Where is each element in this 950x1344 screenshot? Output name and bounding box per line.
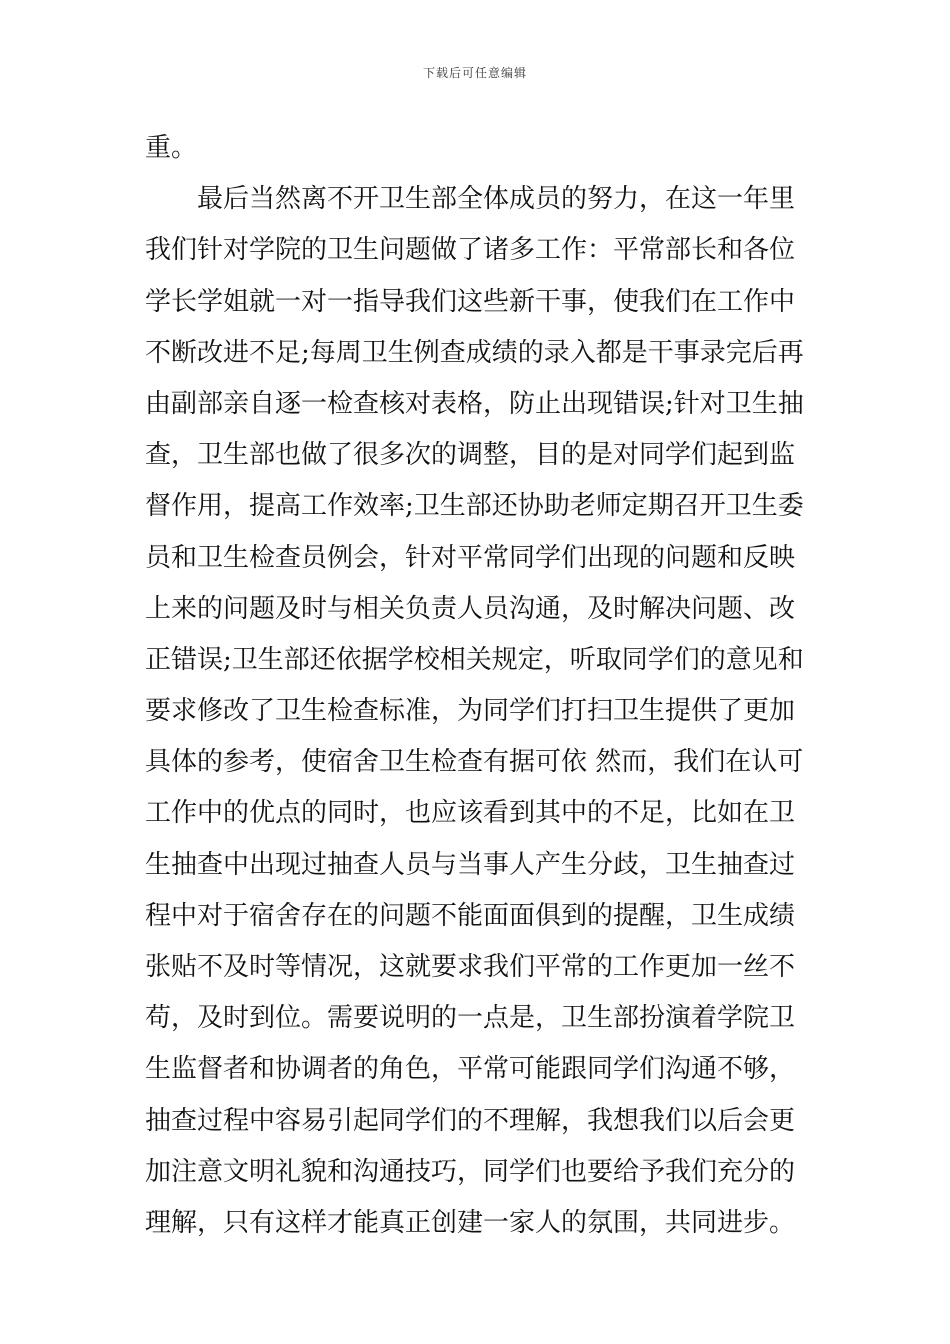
text-line: 要求修改了卫生检查标准，为同学们打扫卫生提供了更加 [145, 696, 796, 727]
text-line: 加注意文明礼貌和沟通技巧，同学们也要给予我们充分的 [145, 1156, 796, 1187]
text-line: 查，卫生部也做了很多次的调整，目的是对同学们起到监 [145, 440, 796, 471]
text-line: 抽查过程中容易引起同学们的不理解，我想我们以后会更 [145, 1105, 796, 1136]
text-line: 具体的参考，使宿舍卫生检查有据可依 然而，我们在认可 [145, 747, 804, 778]
text-line: 由副部亲自逐一检查核对表格，防止出现错误;针对卫生抽 [145, 388, 804, 419]
text-line: 上来的问题及时与相关负责人员沟通，及时解决问题、改 [145, 593, 796, 624]
text-line: 理解，只有这样才能真正创建一家人的氛围，共同进步。 [145, 1207, 796, 1238]
text-line: 工作中的优点的同时，也应该看到其中的不足，比如在卫 [145, 798, 796, 829]
text-line: 员和卫生检查员例会，针对平常同学们出现的问题和反映 [145, 542, 796, 573]
text-line: 重。 [145, 133, 198, 163]
text-line: 生监督者和协调者的角色，平常可能跟同学们沟通不够， [145, 1054, 796, 1085]
text-line: 不断改进不足;每周卫生例查成绩的录入都是干事录完后再 [145, 337, 804, 368]
text-line: 苟，及时到位。需要说明的一点是，卫生部扮演着学院卫 [145, 1003, 796, 1034]
text-line: 最后当然离不开卫生部全体成员的努力，在这一年里 [145, 184, 796, 215]
page-header: 下载后可任意编辑 [422, 66, 527, 80]
body-text [145, 123, 810, 1249]
text-line: 生抽查中出现过抽查人员与当事人产生分歧，卫生抽查过 [145, 849, 796, 880]
text-line: 我们针对学院的卫生问题做了诸多工作：平常部长和各位 [145, 235, 796, 266]
text-line: 正错误;卫生部还依据学校相关规定，听取同学们的意见和 [145, 644, 804, 675]
text-line: 学长学姐就一对一指导我们这些新干事，使我们在工作中 [145, 286, 796, 317]
text-line: 督作用，提高工作效率;卫生部还协助老师定期召开卫生委 [145, 491, 804, 522]
text-line: 程中对于宿舍存在的问题不能面面俱到的提醒，卫生成绩 [145, 900, 796, 931]
text-line: 张贴不及时等情况，这就要求我们平常的工作更加一丝不 [145, 952, 796, 982]
